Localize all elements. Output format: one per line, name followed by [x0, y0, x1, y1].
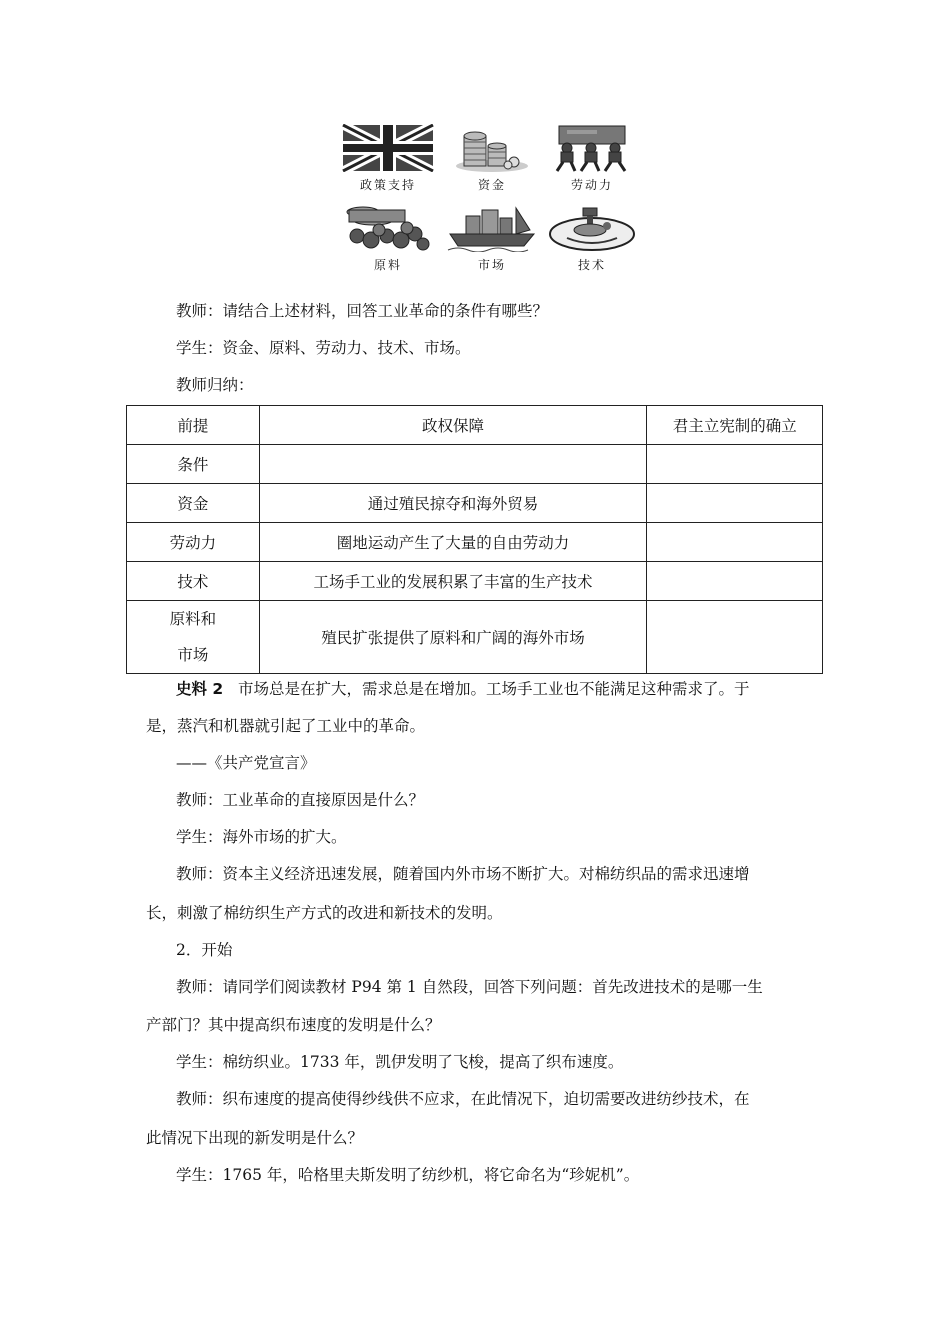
figure-caption: 资金: [477, 178, 506, 192]
table-row: [127, 445, 823, 484]
figure-item-market: [444, 204, 540, 273]
table-cell: [647, 562, 823, 601]
section-heading-start: 2．开始: [176, 941, 233, 959]
figure-item-technology: [544, 204, 640, 273]
table-cell: 通过殖民掠夺和海外贸易: [259, 484, 647, 523]
table-cell: 资金: [127, 484, 260, 523]
coins-icon: [450, 124, 534, 172]
figure-item-raw-materials: [340, 204, 436, 273]
source-2-line-2: 是，蒸汽和机器就引起了工业中的革命。: [146, 717, 426, 735]
workers-carrying-icon: [547, 124, 637, 172]
table-cell: [647, 445, 823, 484]
cell-line: 原料和: [169, 610, 217, 628]
table-cell: [259, 445, 647, 484]
union-jack-flag-icon: [342, 124, 434, 172]
teacher-summary-label: 教师归纳：: [176, 376, 254, 394]
figure-caption: 劳动力: [570, 178, 613, 192]
teacher-explanation-line-1: 教师：资本主义经济迅速发展，随着国内外市场不断扩大。对棉纺织品的需求迅速增: [176, 865, 750, 883]
teacher-explanation-line-2: 长，刺激了棉纺织生产方式的改进和新技术的发明。: [146, 904, 503, 922]
table-row: [127, 562, 823, 601]
teacher-question-4-line-2: 此情况下出现的新发明是什么？: [146, 1129, 364, 1147]
table-cell: [647, 523, 823, 562]
table-cell: 条件: [127, 445, 260, 484]
teacher-question-1: 教师：请结合上述材料，回答工业革命的条件有哪些？: [176, 302, 549, 320]
figure-caption: 技术: [577, 258, 606, 272]
source-label: 史料 2: [176, 680, 224, 698]
student-answer-4: 学生：1765 年，哈格里夫斯发明了纺纱机，将它命名为“珍妮机”。: [176, 1166, 640, 1184]
figure-caption: 市场: [477, 258, 506, 272]
teacher-question-3-line-1: 教师：请同学们阅读教材 P94 第 1 自然段，回答下列问题：首先改进技术的是哪一生: [176, 978, 763, 996]
source-citation: ——《共产党宣言》: [176, 754, 316, 772]
table-cell: 殖民扩张提供了原料和广阔的海外市场: [259, 601, 647, 674]
table-cell: 技术: [127, 562, 260, 601]
figure-item-policy: [340, 124, 436, 193]
table-row: [127, 601, 823, 674]
table-cell: 圈地运动产生了大量的自由劳动力: [259, 523, 647, 562]
table-cell: 工场手工业的发展积累了丰富的生产技术: [259, 562, 647, 601]
cell-line: 市场: [177, 646, 209, 664]
table-cell: 前提: [127, 406, 260, 445]
table-cell: 劳动力: [127, 523, 260, 562]
figure-item-capital: [444, 124, 540, 193]
student-answer-2: 学生：海外市场的扩大。: [176, 828, 347, 846]
figure-caption: 原料: [373, 258, 402, 272]
conditions-table: [126, 405, 823, 674]
raw-materials-icon: [343, 204, 433, 252]
figure-caption: 政策支持: [359, 178, 416, 192]
technology-icon: [547, 204, 637, 252]
table-cell: 君主立宪制的确立: [647, 406, 823, 445]
student-answer-3: 学生：棉纺织业。1733 年，凯伊发明了飞梭，提高了织布速度。: [176, 1053, 624, 1071]
table-cell: [647, 484, 823, 523]
ship-icon: [446, 204, 538, 252]
source-text: 市场总是在扩大，需求总是在增加。工场手工业也不能满足这种需求了。于: [237, 680, 750, 698]
teacher-question-2: 教师：工业革命的直接原因是什么？: [176, 791, 425, 809]
table-row: [127, 406, 823, 445]
table-cell: [127, 601, 260, 674]
table-row: [127, 523, 823, 562]
table-cell: 政权保障: [259, 406, 647, 445]
table-cell: [647, 601, 823, 674]
source-2-line-1: [176, 679, 749, 699]
teacher-question-4-line-1: 教师：织布速度的提高使得纱线供不应求，在此情况下，迫切需要改进纺纱技术，在: [176, 1090, 750, 1108]
teacher-question-3-line-2: 产部门？其中提高织布速度的发明是什么？: [146, 1016, 441, 1034]
figure-item-labor: [544, 124, 640, 193]
table-row: [127, 484, 823, 523]
student-answer-1: 学生：资金、原料、劳动力、技术、市场。: [176, 339, 471, 357]
conditions-figure: [340, 124, 640, 276]
